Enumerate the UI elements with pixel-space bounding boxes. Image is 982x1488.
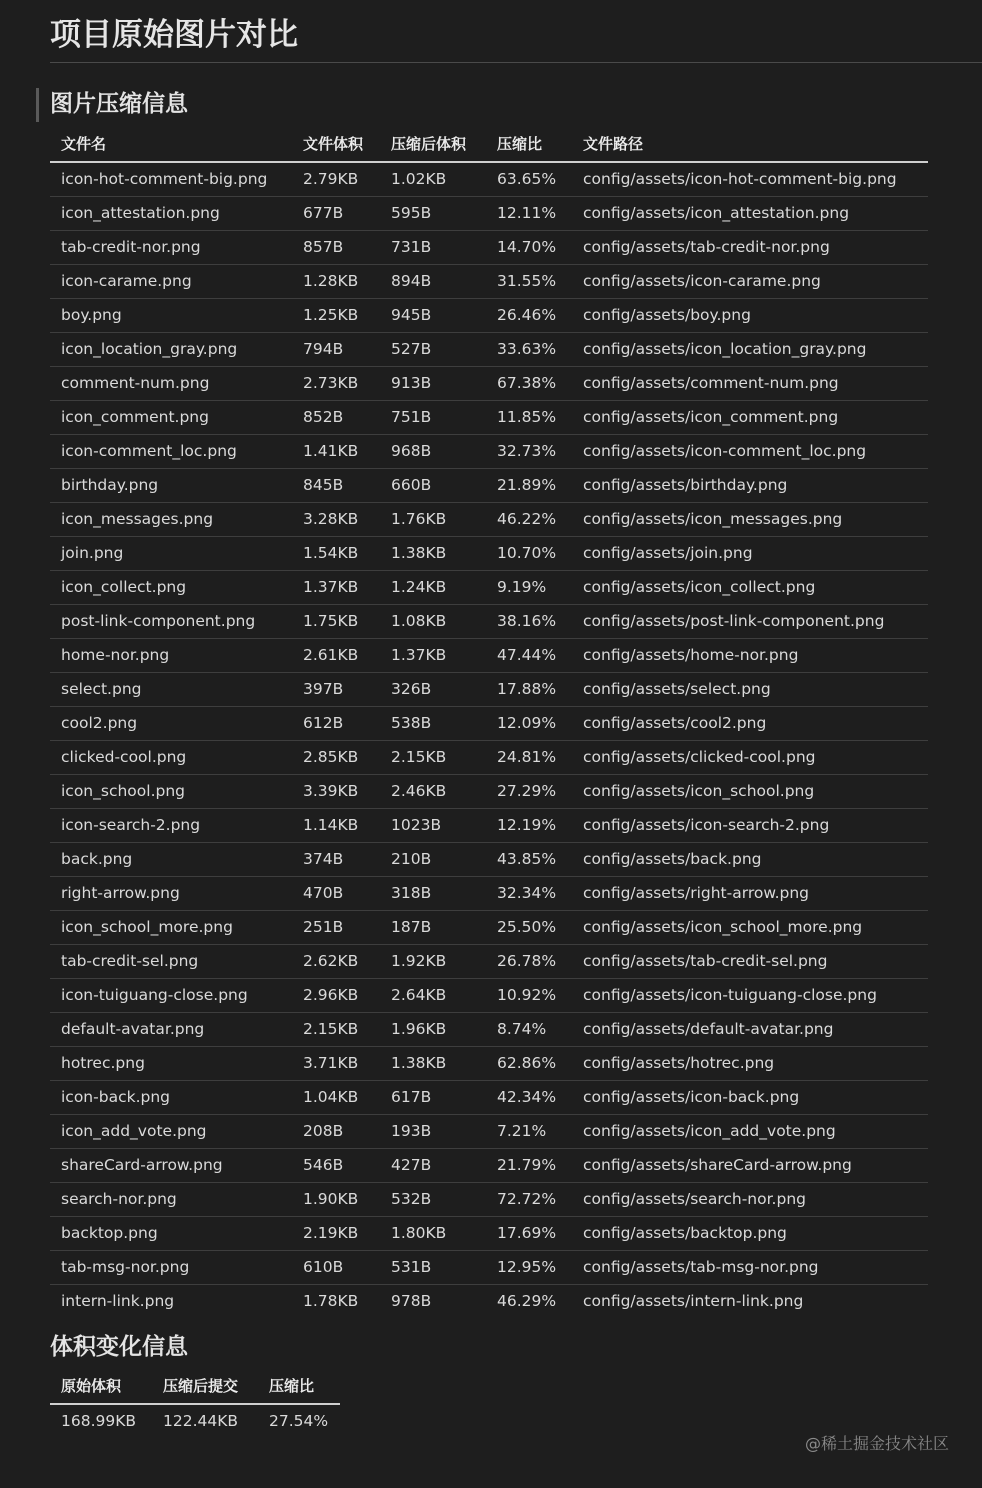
header-compressed-size: 压缩后体积	[380, 127, 486, 162]
file-name-cell: backtop.png	[50, 1217, 292, 1251]
file-path-cell: config/assets/intern-link.png	[583, 1292, 804, 1310]
compressed-size-cell: 913B	[380, 367, 486, 401]
table-row	[50, 1251, 928, 1285]
file-path-cell: config/assets/boy.png	[572, 299, 928, 333]
header-compressed-commit: 压缩后提交	[152, 1369, 258, 1404]
table-row	[50, 537, 928, 571]
file-size-cell: 857B	[292, 231, 380, 265]
file-name-cell: icon_collect.png	[50, 571, 292, 605]
file-name-cell: shareCard-arrow.png	[50, 1149, 292, 1183]
compression-ratio-cell: 62.86%	[486, 1047, 572, 1081]
table-row	[50, 945, 928, 979]
file-name-cell: join.png	[50, 537, 292, 571]
table-row	[50, 197, 928, 231]
compression-ratio-cell: 32.73%	[486, 435, 572, 469]
compressed-size-cell: 427B	[380, 1149, 486, 1183]
table-row	[50, 265, 928, 299]
file-name-cell: icon-carame.png	[50, 265, 292, 299]
volume-table-row	[50, 1404, 340, 1438]
file-size-cell: 2.61KB	[292, 639, 380, 673]
compressed-size-cell: 751B	[380, 401, 486, 435]
file-size-cell: 2.73KB	[292, 367, 380, 401]
compressed-size-cell: 595B	[380, 197, 486, 231]
compressed-size-cell: 1.38KB	[380, 537, 486, 571]
table-row	[50, 707, 928, 741]
file-size-cell: 208B	[292, 1115, 380, 1149]
file-name-cell: icon_location_gray.png	[50, 333, 292, 367]
file-size-cell: 1.54KB	[292, 537, 380, 571]
compressed-size-cell: 1.92KB	[380, 945, 486, 979]
header-file-name: 文件名	[50, 127, 292, 162]
compressed-size-cell: 1.24KB	[380, 571, 486, 605]
file-path-cell: config/assets/icon_location_gray.png	[572, 333, 928, 367]
file-name-cell: back.png	[50, 843, 292, 877]
compression-ratio-cell: 21.79%	[486, 1149, 572, 1183]
file-name-cell: icon-comment_loc.png	[50, 435, 292, 469]
file-name-cell: cool2.png	[50, 707, 292, 741]
file-size-cell: 1.78KB	[303, 1292, 359, 1310]
file-path-cell: config/assets/icon-search-2.png	[572, 809, 928, 843]
table-row	[50, 639, 928, 673]
compression-table-body	[50, 162, 928, 1318]
file-name-cell: intern-link.png	[61, 1292, 175, 1310]
compression-ratio-cell: 12.19%	[486, 809, 572, 843]
file-name-cell: icon_school.png	[50, 775, 292, 809]
file-path-cell: config/assets/right-arrow.png	[572, 877, 928, 911]
compression-ratio-cell: 8.74%	[486, 1013, 572, 1047]
file-size-cell: 470B	[292, 877, 380, 911]
file-path-cell: config/assets/back.png	[572, 843, 928, 877]
table-row	[50, 367, 928, 401]
compression-ratio-cell: 26.78%	[486, 945, 572, 979]
file-name-cell: icon-search-2.png	[50, 809, 292, 843]
compressed-size-cell: 527B	[380, 333, 486, 367]
compressed-size-cell: 660B	[380, 469, 486, 503]
file-size-cell: 1.41KB	[292, 435, 380, 469]
file-size-cell: 3.71KB	[292, 1047, 380, 1081]
file-path-cell: config/assets/tab-msg-nor.png	[572, 1251, 928, 1285]
table-row	[50, 469, 928, 503]
header-original-size: 原始体积	[50, 1369, 152, 1404]
file-path-cell: config/assets/select.png	[572, 673, 928, 707]
table-row	[50, 741, 928, 775]
table-row	[50, 571, 928, 605]
compression-table	[50, 127, 928, 1318]
file-size-cell: 3.28KB	[292, 503, 380, 537]
file-name-cell: icon_attestation.png	[50, 197, 292, 231]
compression-ratio-cell: 27.29%	[486, 775, 572, 809]
file-size-cell: 794B	[292, 333, 380, 367]
compression-ratio-cell: 9.19%	[486, 571, 572, 605]
file-path-cell: config/assets/icon-tuiguang-close.png	[572, 979, 928, 1013]
file-size-cell: 2.19KB	[292, 1217, 380, 1251]
table-row	[50, 299, 928, 333]
file-path-cell: config/assets/hotrec.png	[572, 1047, 928, 1081]
compression-ratio-cell: 63.65%	[486, 162, 572, 197]
table-row	[50, 775, 928, 809]
compressed-size-cell: 326B	[380, 673, 486, 707]
section-accent-bar	[36, 88, 39, 122]
compression-ratio-cell: 10.70%	[486, 537, 572, 571]
compression-ratio-cell: 25.50%	[486, 911, 572, 945]
compression-ratio-cell: 7.21%	[486, 1115, 572, 1149]
compressed-size-cell: 1.37KB	[380, 639, 486, 673]
table-row	[50, 1013, 928, 1047]
table-row	[50, 231, 928, 265]
file-path-cell: config/assets/join.png	[572, 537, 928, 571]
file-path-cell: config/assets/search-nor.png	[572, 1183, 928, 1217]
compressed-size-cell: 1.08KB	[380, 605, 486, 639]
file-path-cell: config/assets/backtop.png	[572, 1217, 928, 1251]
compression-ratio-cell: 17.88%	[486, 673, 572, 707]
compressed-size-cell: 538B	[380, 707, 486, 741]
compression-ratio-cell: 24.81%	[486, 741, 572, 775]
table-row	[50, 1149, 928, 1183]
compression-section-title: 图片压缩信息	[50, 91, 188, 117]
table-row	[50, 1115, 928, 1149]
file-name-cell: tab-msg-nor.png	[50, 1251, 292, 1285]
file-size-cell: 610B	[292, 1251, 380, 1285]
file-name-cell: right-arrow.png	[50, 877, 292, 911]
compressed-size-cell: 210B	[380, 843, 486, 877]
compression-ratio-cell: 38.16%	[486, 605, 572, 639]
compressed-size-cell: 532B	[380, 1183, 486, 1217]
file-path-cell: config/assets/icon_school.png	[572, 775, 928, 809]
table-row	[50, 979, 928, 1013]
compressed-size-cell: 193B	[380, 1115, 486, 1149]
table-row	[50, 877, 928, 911]
table-row	[50, 1081, 928, 1115]
file-path-cell: config/assets/clicked-cool.png	[572, 741, 928, 775]
table-row	[50, 843, 928, 877]
compression-ratio-cell: 17.69%	[486, 1217, 572, 1251]
file-path-cell: config/assets/tab-credit-nor.png	[572, 231, 928, 265]
file-size-cell: 3.39KB	[292, 775, 380, 809]
compression-ratio-cell: 33.63%	[486, 333, 572, 367]
compressed-size-value: 122.44KB	[163, 1412, 239, 1430]
compression-ratio-cell: 12.09%	[486, 707, 572, 741]
file-name-cell: icon-back.png	[50, 1081, 292, 1115]
volume-table-header-row	[50, 1369, 340, 1404]
compressed-size-cell: 2.15KB	[380, 741, 486, 775]
table-row	[50, 333, 928, 367]
compression-ratio-cell: 21.89%	[486, 469, 572, 503]
file-size-cell: 2.15KB	[292, 1013, 380, 1047]
file-path-cell: config/assets/icon-comment_loc.png	[572, 435, 928, 469]
file-size-cell: 2.62KB	[292, 945, 380, 979]
table-row	[50, 435, 928, 469]
compression-ratio-cell: 46.22%	[486, 503, 572, 537]
compression-ratio-cell: 31.55%	[486, 265, 572, 299]
watermark: @稀土掘金技术社区	[804, 1434, 949, 1453]
file-name-cell: select.png	[50, 673, 292, 707]
compressed-size-cell: 1.02KB	[380, 162, 486, 197]
compressed-size-cell: 731B	[380, 231, 486, 265]
compression-ratio-cell: 67.38%	[486, 367, 572, 401]
header-file-size: 文件体积	[292, 127, 380, 162]
file-size-cell: 546B	[292, 1149, 380, 1183]
file-name-cell: icon-hot-comment-big.png	[50, 162, 292, 197]
table-row	[50, 911, 928, 945]
file-name-cell: clicked-cool.png	[50, 741, 292, 775]
table-row	[50, 1217, 928, 1251]
file-size-cell: 1.28KB	[292, 265, 380, 299]
file-name-cell: boy.png	[50, 299, 292, 333]
compression-ratio-cell: 12.11%	[486, 197, 572, 231]
compression-ratio-cell: 47.44%	[486, 639, 572, 673]
file-size-cell: 1.04KB	[292, 1081, 380, 1115]
compressed-size-cell: 1.76KB	[380, 503, 486, 537]
file-path-cell: config/assets/default-avatar.png	[572, 1013, 928, 1047]
file-path-cell: config/assets/tab-credit-sel.png	[572, 945, 928, 979]
compression-ratio-cell: 46.29%	[497, 1292, 557, 1310]
file-size-cell: 852B	[292, 401, 380, 435]
file-path-cell: config/assets/icon_attestation.png	[572, 197, 928, 231]
compression-ratio-cell: 14.70%	[486, 231, 572, 265]
header-total-ratio: 压缩比	[258, 1369, 340, 1404]
file-size-cell: 1.37KB	[292, 571, 380, 605]
file-size-cell: 2.85KB	[292, 741, 380, 775]
file-path-cell: config/assets/icon-carame.png	[572, 265, 928, 299]
file-name-cell: birthday.png	[50, 469, 292, 503]
file-name-cell: icon_add_vote.png	[50, 1115, 292, 1149]
file-path-cell: config/assets/cool2.png	[572, 707, 928, 741]
file-name-cell: icon-tuiguang-close.png	[50, 979, 292, 1013]
original-size-value: 168.99KB	[61, 1412, 137, 1430]
file-path-cell: config/assets/home-nor.png	[572, 639, 928, 673]
file-name-cell: search-nor.png	[50, 1183, 292, 1217]
file-name-cell: post-link-component.png	[50, 605, 292, 639]
compressed-size-cell: 1023B	[380, 809, 486, 843]
table-row	[50, 605, 928, 639]
table-row	[50, 503, 928, 537]
compressed-size-cell: 318B	[380, 877, 486, 911]
compressed-size-cell: 945B	[380, 299, 486, 333]
file-size-cell: 1.90KB	[292, 1183, 380, 1217]
compression-ratio-cell: 72.72%	[486, 1183, 572, 1217]
file-path-cell: config/assets/icon_collect.png	[572, 571, 928, 605]
table-row	[50, 401, 928, 435]
file-name-cell: comment-num.png	[50, 367, 292, 401]
file-path-cell: config/assets/icon-back.png	[572, 1081, 928, 1115]
file-size-cell: 2.96KB	[292, 979, 380, 1013]
table-row	[50, 1285, 928, 1319]
compressed-size-cell: 2.64KB	[380, 979, 486, 1013]
file-path-cell: config/assets/comment-num.png	[572, 367, 928, 401]
compression-ratio-cell: 42.34%	[486, 1081, 572, 1115]
compressed-size-cell: 1.96KB	[380, 1013, 486, 1047]
file-size-cell: 1.14KB	[292, 809, 380, 843]
compression-table-header-row	[50, 127, 928, 162]
file-size-cell: 2.79KB	[292, 162, 380, 197]
file-name-cell: home-nor.png	[50, 639, 292, 673]
page-title: 项目原始图片对比	[50, 17, 298, 53]
compressed-size-cell: 894B	[380, 265, 486, 299]
file-path-cell: config/assets/icon-hot-comment-big.png	[572, 162, 928, 197]
title-divider	[50, 62, 982, 63]
file-path-cell: config/assets/icon_comment.png	[572, 401, 928, 435]
compressed-size-cell: 978B	[391, 1292, 432, 1310]
compressed-size-cell: 1.80KB	[380, 1217, 486, 1251]
table-row	[50, 162, 928, 197]
compressed-size-cell: 187B	[380, 911, 486, 945]
compressed-size-cell: 1.38KB	[380, 1047, 486, 1081]
file-path-cell: config/assets/birthday.png	[572, 469, 928, 503]
file-name-cell: default-avatar.png	[50, 1013, 292, 1047]
file-name-cell: icon_comment.png	[50, 401, 292, 435]
file-size-cell: 845B	[292, 469, 380, 503]
file-name-cell: icon_school_more.png	[50, 911, 292, 945]
table-row	[50, 809, 928, 843]
file-path-cell: config/assets/icon_add_vote.png	[572, 1115, 928, 1149]
file-path-cell: config/assets/icon_messages.png	[572, 503, 928, 537]
file-path-cell: config/assets/post-link-component.png	[572, 605, 928, 639]
file-size-cell: 374B	[292, 843, 380, 877]
compression-ratio-cell: 10.92%	[486, 979, 572, 1013]
file-path-cell: config/assets/icon_school_more.png	[572, 911, 928, 945]
compressed-size-cell: 2.46KB	[380, 775, 486, 809]
volume-section-title: 体积变化信息	[50, 1334, 188, 1360]
file-size-cell: 251B	[292, 911, 380, 945]
file-size-cell: 612B	[292, 707, 380, 741]
file-name-cell: tab-credit-sel.png	[50, 945, 292, 979]
compression-ratio-cell: 12.95%	[486, 1251, 572, 1285]
file-path-cell: config/assets/shareCard-arrow.png	[572, 1149, 928, 1183]
table-row	[50, 1183, 928, 1217]
file-size-cell: 1.75KB	[292, 605, 380, 639]
compression-ratio-cell: 26.46%	[486, 299, 572, 333]
header-compression-ratio: 压缩比	[486, 127, 572, 162]
file-name-cell: icon_messages.png	[50, 503, 292, 537]
header-file-path: 文件路径	[572, 127, 928, 162]
compressed-size-cell: 968B	[380, 435, 486, 469]
table-row	[50, 673, 928, 707]
compressed-size-cell: 617B	[380, 1081, 486, 1115]
compression-ratio-cell: 43.85%	[486, 843, 572, 877]
total-ratio-value: 27.54%	[269, 1412, 329, 1430]
table-row	[50, 1047, 928, 1081]
file-size-cell: 397B	[292, 673, 380, 707]
file-size-cell: 1.25KB	[292, 299, 380, 333]
compression-ratio-cell: 32.34%	[486, 877, 572, 911]
file-name-cell: tab-credit-nor.png	[50, 231, 292, 265]
compression-ratio-cell: 11.85%	[486, 401, 572, 435]
file-size-cell: 677B	[292, 197, 380, 231]
compressed-size-cell: 531B	[380, 1251, 486, 1285]
file-name-cell: hotrec.png	[50, 1047, 292, 1081]
volume-table	[50, 1369, 340, 1438]
